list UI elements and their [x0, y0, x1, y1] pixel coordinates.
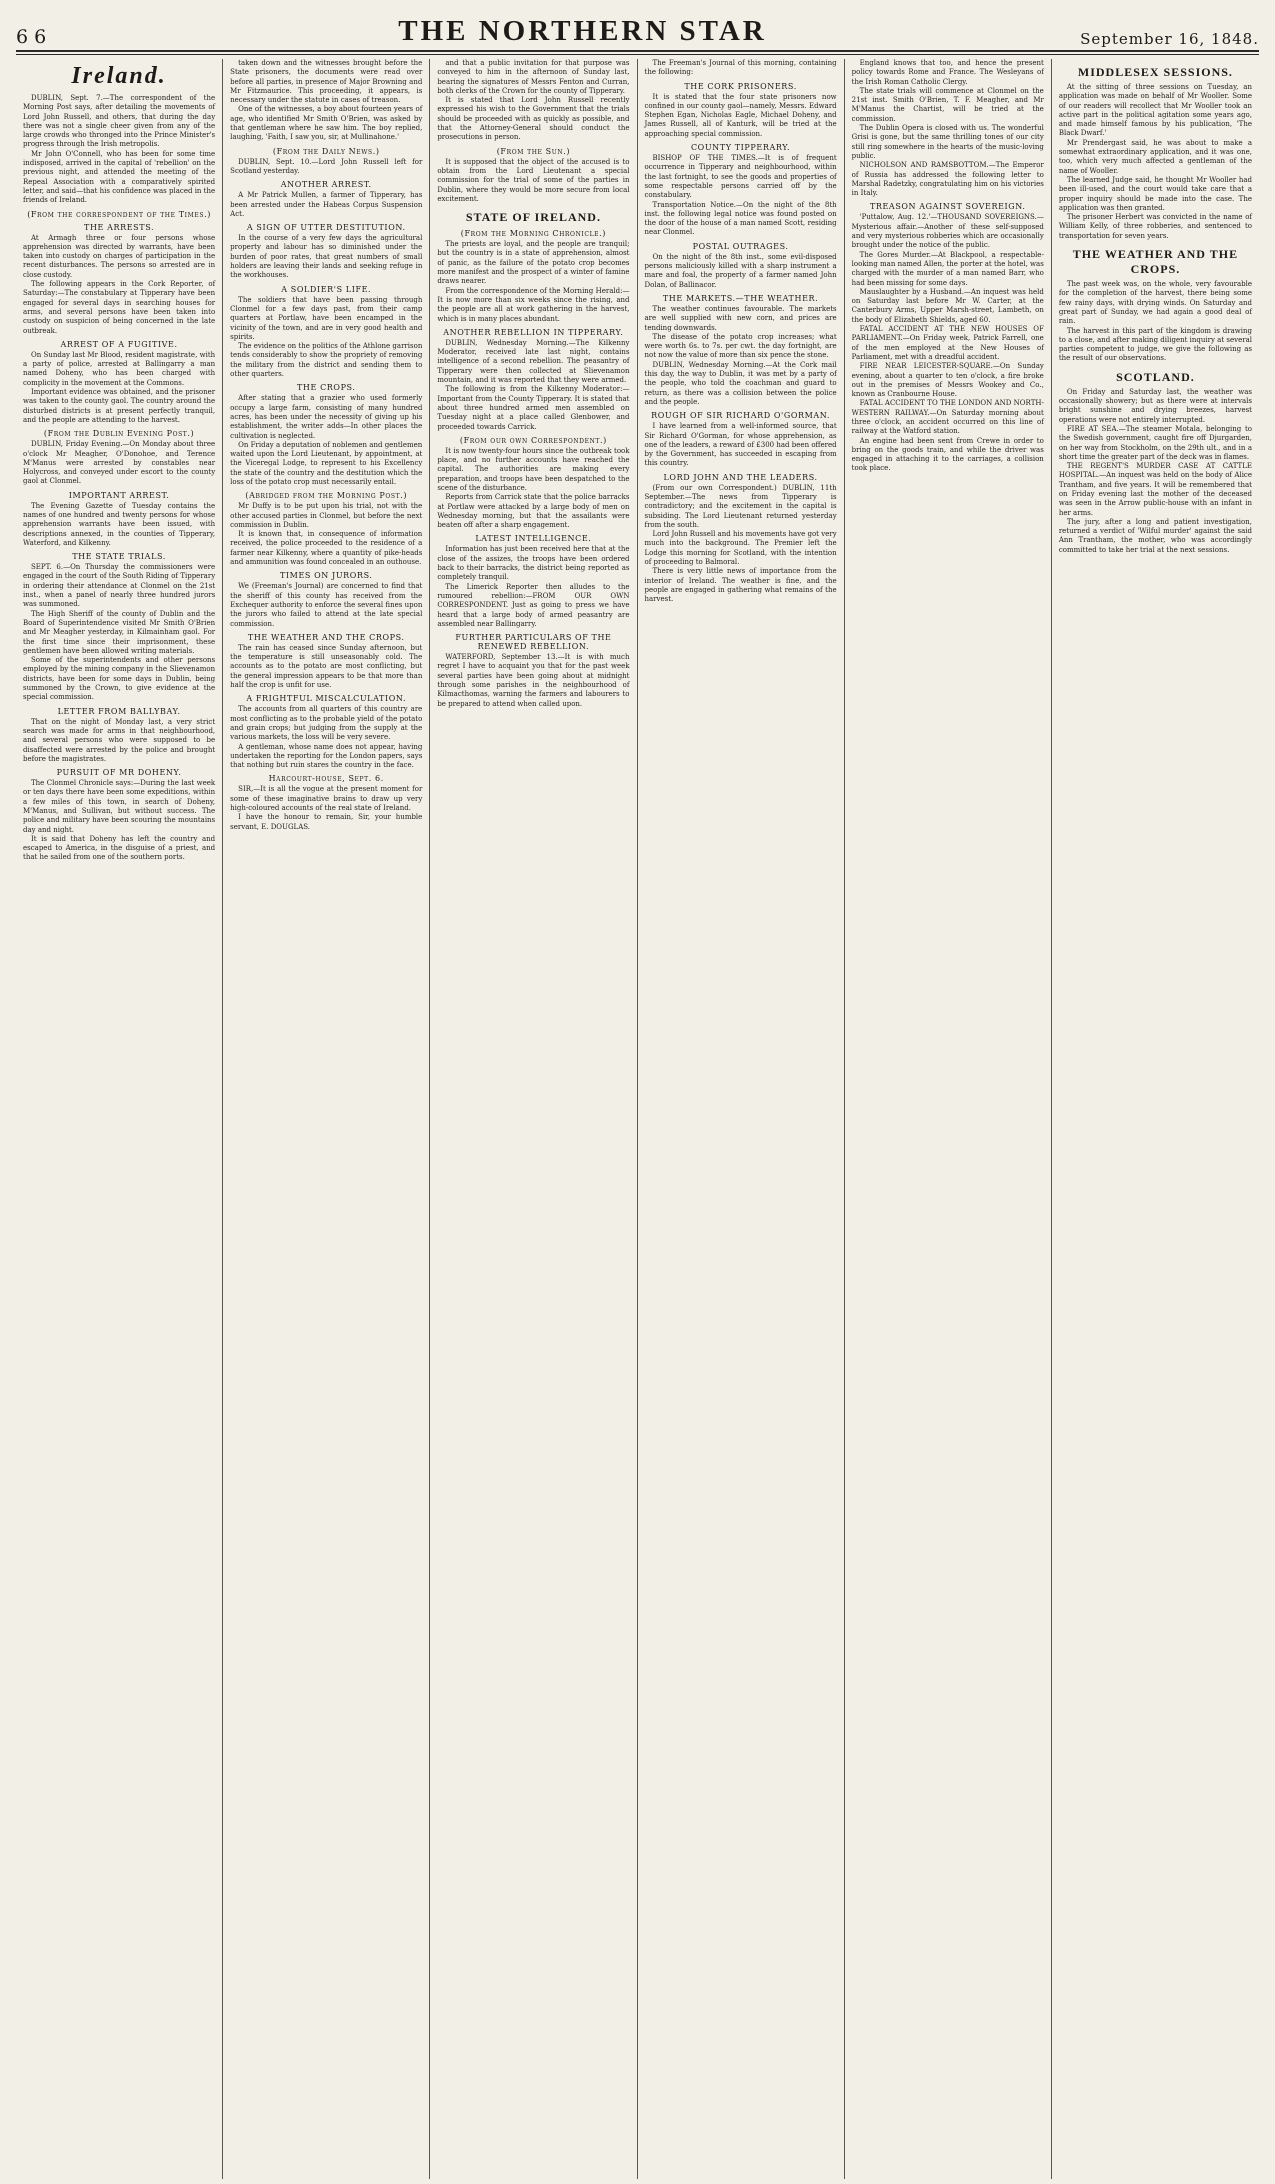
article-subhead: THE CORK PRISONERS.: [684, 81, 797, 91]
article-paragraph: On Sunday last Mr Blood, resident magistrate, with a party of police, arrested at Ballingarry a man named Doheny, who has been charged with complicity in the movement at the Commons.: [23, 350, 216, 387]
article-subhead: A FRIGHTFUL MISCALCULATION.: [246, 694, 407, 704]
article-subhead: A SIGN OF UTTER DESTITUTION.: [246, 223, 406, 233]
article-paragraph: I have learned from a well-informed source, that Sir Richard O'Gorman, for whose apprehension, as one of the leaders, a reward of £300 had been offered by the Government, has succeeded in escaping from this country.: [644, 422, 837, 468]
article-paragraph: At the sitting of three sessions on Tuesday, an application was made on behalf of Mr Wooller. Some of our readers will recollect that Mr Wooller took an active part in the political agitation some years ago, and made himself famous by his publication, 'The Black Dwarf.': [1058, 83, 1252, 138]
article-paragraph: One of the witnesses, a boy about fourteen years of age, who identified Mr Smith O'Brien, was asked by that gentleman where he saw him. The boy replied, laughing, 'Faith, I saw you, sir, at Mullinahone.': [230, 105, 423, 142]
article-subhead: THE STATE TRIALS.: [72, 552, 166, 562]
article-paragraph: The state trials will commence at Clonmel on the 21st inst. Smith O'Brien, T. F. Meagher, and Mr M'Manus the Chartist, will be tried at the commission.: [851, 86, 1044, 123]
article-paragraph: It is stated that Lord John Russell recently expressed his wish to the Government that the trials should be proceeded with as quickly as possible, and that the Attorney-General should conduct the prosecutions in person.: [437, 96, 630, 142]
article-paragraph: The Limerick Reporter then alludes to the rumoured rebellion:—FROM OUR OWN CORRESPONDENT. Just as going to press we have heard that a large body of armed peasantry are assembled near Ballingarry.: [437, 582, 630, 628]
columns: [16, 59, 1259, 2179]
article-subhead: (Abridged from the Morning Post.): [245, 491, 408, 501]
masthead: [16, 8, 1259, 52]
article-paragraph: Mauslaughter by a Husband.—An inquest was held on Saturday last before Mr W. Carter, at the Canterbury Arms, Upper Marsh-street, Lambeth, on the body of Elizabeth Shields, aged 60.: [851, 287, 1044, 324]
article-paragraph: The prisoner Herbert was convicted in the name of William Kelly, of three robberies, and sentenced to transportation for seven years.: [1058, 213, 1252, 240]
article-paragraph: DUBLIN, Sept. 7.—The correspondent of the Morning Post says, after detailing the movements of Lord John Russell, and others, that during the day there was not a single cheer given from any of the large crowds who thronged into the Prince Minister's progress through the Irish metropolis.: [23, 94, 216, 149]
article-paragraph: The harvest in this part of the kingdom is drawing to a close, and after making diligent inquiry at several parties competent to judge, we give the following as the result of our observations.: [1058, 326, 1252, 363]
article-paragraph: The accounts from all quarters of this country are most conflicting as to the probable yield of the potato and grain crops; but judging from the supply at the various markets, the loss will be very severe.: [230, 705, 423, 742]
article-paragraph: It is stated that the four state prisoners now confined in our county gaol—namely, Messrs. Edward Stephen Egan, Nicholas Eagle, Michael Doheny, and James Russell, all of Kanturk, will be tried at the approaching special commission.: [644, 92, 837, 138]
column-5: [845, 59, 1052, 2179]
newspaper-title: THE NORTHERN STAR: [398, 15, 767, 47]
article-subhead: Harcourt-house, Sept. 6.: [268, 774, 384, 784]
article-paragraph: and that a public invitation for that purpose was conveyed to him in the afternoon of Sunday last, bearing the signatures of Messrs Fenton and Curran, both clerks of the Crown for the county of Tipperary.: [437, 59, 630, 95]
article-paragraph: The weather continues favourable. The markets are well supplied with new corn, and prices are tending downwards.: [644, 304, 837, 332]
column-2: [223, 59, 430, 2179]
article-paragraph: England knows that too, and hence the present policy towards Rome and France. The Wesleyans of the Irish Roman Catholic Clergy.: [851, 59, 1044, 86]
article-paragraph: It is supposed that the object of the accused is to obtain from the Lord Lieutenant a special commission for the trial of some of the parties in Dublin, where they would be more secure from local excitement.: [437, 157, 630, 203]
column-body: [1059, 83, 1252, 555]
article-subhead: A SOLDIER'S LIFE.: [281, 284, 372, 294]
article-paragraph: The Dublin Opera is closed with us. The wonderful Grisi is gone, but the same thrilling tones of our city still ring somewhere in the hearts of the music-loving public.: [851, 124, 1044, 160]
column-body: [437, 59, 629, 709]
article-paragraph: Important evidence was obtained, and the prisoner was taken to the county gaol. The country around the disturbed districts is at present perfectly tranquil, and the people are attending to the harvest.: [23, 388, 216, 424]
section-title: MIDDLESEX SESSIONS.: [1077, 65, 1233, 79]
article-paragraph: FIRE AT SEA.—The steamer Motala, belonging to the Swedish government, caught fire off Djurgarden, on her way from Stockholm, on the 29th ult., and in a short time the greater part of the deck was in flames.: [1058, 424, 1252, 461]
article-subhead: TIMES ON JURORS.: [279, 571, 373, 581]
article-subhead: TREASON AGAINST SOVEREIGN.: [869, 202, 1026, 212]
article-paragraph: The Evening Gazette of Tuesday contains the names of one hundred and twenty persons for whose apprehension warrants have been issued, with descriptions annexed, in the counties of Tipperary, Waterford, and Kilkenny.: [23, 501, 216, 547]
article-paragraph: On Friday a deputation of noblemen and gentlemen waited upon the Lord Lieutenant, by appointment, at the Viceregal Lodge, to represent to his Excellency the state of the country and the destitution which the loss of the potato crop must necessarily entail.: [230, 440, 423, 486]
article-paragraph: THE REGENT'S MURDER CASE AT CATTLE HOSPITAL.—An inquest was held on the body of Alice Trantham, and five years. It will be remembered that on Friday evening last the mother of the deceased was seen in the Arrow public-house with an infant in her arms.: [1058, 462, 1252, 517]
column-body: [645, 59, 837, 605]
issue-date: September 16, 1848.: [1080, 30, 1259, 48]
column-body: [230, 59, 422, 832]
article-paragraph: FATAL ACCIDENT TO THE LONDON AND NORTH-WESTERN RAILWAY.—On Saturday morning about three o'clock, an accident occurred on this line of railway at the Watford station.: [851, 399, 1044, 436]
article-subhead: THE MARKETS.—THE WEATHER.: [662, 293, 819, 303]
article-paragraph: The disease of the potato crop increases; what were worth 6s. to 7s. per cwt. the day fortnight, are not now the value of more than six pence the stone.: [644, 332, 837, 360]
article-subhead: LETTER FROM BALLYBAY.: [57, 706, 181, 716]
section-heading: STATE OF IRELAND.: [465, 210, 601, 225]
masthead-rule: [16, 54, 1259, 55]
article-subhead: PURSUIT OF MR DOHENY.: [56, 768, 182, 778]
article-subhead: (From the Morning Chronicle.): [460, 229, 607, 239]
article-paragraph: The rain has ceased since Sunday afternoon, but the temperature is still unseasonably cold. The accounts as to the potato are most conflicting, but the general impression appears to be that more than half the crop is unfit for use.: [230, 643, 423, 690]
article-subhead: ANOTHER REBELLION IN TIPPERARY.: [443, 327, 624, 337]
article-paragraph: The learned Judge said, he thought Mr Wooller had been ill-used, and the court would take care that a proper inquiry should be made into the case. The application was then granted.: [1058, 175, 1252, 212]
article-paragraph: The Freeman's Journal of this morning, containing the following:: [644, 59, 837, 77]
article-paragraph: (From our own Correspondent.) DUBLIN, 11th September.—The news from Tipperary is contradictory; and the excitement in the capital is subsiding. The Lord Lieutenant returned yesterday from the south.: [644, 483, 837, 529]
article-paragraph: From the correspondence of the Morning Herald:—It is now more than six weeks since the rising, and the people are all at work gathering in the harvest, which is in many places abundant.: [437, 286, 630, 323]
article-paragraph: A gentleman, whose name does not appear, having undertaken the reporting for the London papers, says that nothing but ruin stares the country in the face.: [230, 742, 423, 770]
article-paragraph: The evidence on the politics of the Athlone garrison tends considerably to show the propriety of removing the military from the district and sending them to other quarters.: [230, 342, 423, 379]
article-subhead: LATEST INTELLIGENCE.: [475, 534, 592, 544]
article-paragraph: FIRE NEAR LEICESTER-SQUARE.—On Sunday evening, about a quarter to ten o'clock, a fire broke out in the premises of Messrs Wookey and Co., known as Cranbourne House.: [851, 362, 1044, 399]
article-subhead: (From the correspondent of the Times.): [27, 209, 211, 219]
column-body: [23, 94, 215, 863]
article-paragraph: Lord John Russell and his movements have got very much into the background. The Premier left the Lodge this morning for Scotland, with the intention of proceeding to Balmoral.: [644, 530, 837, 567]
article-subhead: ANOTHER ARREST.: [280, 180, 372, 190]
column-4: [638, 59, 845, 2179]
article-paragraph: SEPT. 6.—On Thursday the commissioners were engaged in the court of the South Riding of Tipperary in ordering their attendance at Clonmel on the 21st inst., when a panel of nearly three hundred jurors was summoned.: [23, 563, 216, 609]
article-paragraph: It is now twenty-four hours since the outbreak took place, and no further accounts have reached the capital. The authorities are making every preparation, and troops have been despatched to the scene of the disturbance.: [437, 446, 630, 492]
article-paragraph: Transportation Notice.—On the night of the 8th inst. the following legal notice was found posted on the door of the house of a man named Scott, residing near Clonmel.: [644, 200, 837, 237]
article-paragraph: After stating that a grazier who used formerly occupy a large farm, consisting of many hundred acres, has been under the necessity of giving up his establishment, the writer adds—In other places the cultivation is neglected.: [230, 394, 423, 440]
article-paragraph: FATAL ACCIDENT AT THE NEW HOUSES OF PARLIAMENT.—On Friday week, Patrick Farrell, one of the men employed at the New Houses of Parliament, met with a dreadful accident.: [851, 325, 1044, 361]
article-subhead: THE CROPS.: [296, 383, 356, 393]
article-paragraph: The Clonmel Chronicle says:—During the last week or ten days there have been some expeditions, within a few miles of this town, in search of Doheny, M'Manus, and Sullivan, but without success. The police and military have been scouring the mountains day and night.: [23, 779, 216, 834]
article-paragraph: There is very little news of importance from the interior of Ireland. The weather is fine, and the people are engaged in gathering what remains of the harvest.: [644, 567, 837, 604]
article-paragraph: Mr Prendergast said, he was about to make a somewhat extraordinary application, and it was one, too, which very much affected a gentleman of the name of Wooller.: [1058, 138, 1252, 175]
article-paragraph: The priests are loyal, and the people are tranquil; but the country is in a state of apprehension, almost of panic, as the failure of the potato crop becomes more manifest and the prospect of a winter of famine draws nearer.: [437, 240, 630, 286]
article-paragraph: Mr John O'Connell, who has been for some time indisposed, arrived in the capital of 'rebellion' on the previous night, and attended the meeting of the Repeal Association with a comparatively spirited letter, and said—that his confidence was placed in the friends of Ireland.: [23, 149, 216, 205]
article-subhead: (From the Sun.): [496, 146, 571, 156]
article-subhead: (From the Dublin Evening Post.): [43, 429, 195, 439]
article-subhead: ROUGH OF SIR RICHARD O'GORMAN.: [651, 411, 831, 421]
article-subhead: IMPORTANT ARREST.: [68, 490, 170, 500]
article-paragraph: The High Sheriff of the county of Dublin and the Board of Superintendence visited Mr Smith O'Brien and Mr Meagher yesterday, in Kilmainham gaol. For the first time since their imprisonment, these gentlemen have been allowed writing materials.: [23, 609, 216, 655]
article-subhead: FURTHER PARTICULARS OF THE RENEWED REBELLION.: [455, 633, 612, 652]
article-paragraph: The Gores Murder.—At Blackpool, a respectable-looking man named Allen, the porter at the hotel, was charged with the murder of a man named Barr, who had been missing for some days.: [851, 250, 1044, 287]
article-paragraph: DUBLIN, Friday Evening.—On Monday about three o'clock Mr Meagher, O'Donohoe, and Terence M'Manus were arrested by constables near Holycross, and conveyed under escort to the county gaol at Clonmel.: [23, 440, 216, 486]
article-subhead: THE ARRESTS.: [84, 222, 155, 232]
article-paragraph: At Armagh three or four persons whose apprehension was directed by warrants, have been taken into custody on charges of participation in the recent disturbances. The persons so arrested are in close custody.: [23, 233, 216, 279]
article-paragraph: The soldiers that have been passing through Clonmel for a few days past, from their camp quarters at Portlaw, have been encamped in the vicinity of the town, and are in very good health and spirits.: [230, 295, 423, 341]
article-paragraph: It is said that Doheny has left the country and escaped to America, in the disguise of a priest, and that he sailed from one of the southern ports.: [23, 834, 216, 862]
article-subhead: THE WEATHER AND THE CROPS.: [247, 632, 405, 642]
article-paragraph: BISHOP OF THE TIMES.—It is of frequent occurrence in Tipperary and neighbourhood, within the last fortnight, to see the goods and properties of some respectable persons carried off by the constabulary.: [644, 154, 837, 200]
article-paragraph: The following appears in the Cork Reporter, of Saturday:—The constabulary at Tipperary have been engaged for several days in searching houses for arms, and several persons have been taken into custody on suspicion of being concerned in the late outbreak.: [23, 280, 216, 335]
article-subhead: COUNTY TIPPERARY.: [690, 143, 791, 153]
article-paragraph: The past week was, on the whole, very favourable for the completion of the harvest, there being some few rainy days, with drying winds. On Saturday and great part of Sunday, we had again a good deal of rain.: [1058, 280, 1252, 326]
article-paragraph: SIR,—It is all the vogue at the present moment for some of these imaginative brains to draw up very high-coloured accounts of the real state of Ireland.: [230, 785, 423, 812]
article-paragraph: A Mr Patrick Mullen, a farmer of Tipperary, has been arrested under the Habeas Corpus Suspension Act.: [230, 191, 423, 218]
article-subhead: ARREST OF A FUGITIVE.: [60, 339, 178, 349]
article-paragraph: The following is from the Kilkenny Moderator:—Important from the County Tipperary. It is stated that about three hundred armed men assembled on Tuesday night at a place called Glenbower, and proceeded towards Carrick.: [437, 385, 630, 431]
column-body: [852, 59, 1044, 474]
column-3: [430, 59, 637, 2179]
article-paragraph: DUBLIN, Wednesday Morning.—At the Cork mail this day, the way to Dublin, it was met by a party of the people, who told the coachman and guard to return, as there was a collision between the police and the people.: [644, 360, 837, 406]
article-paragraph: Some of the superintendents and other persons employed by the mining company in the Slievenamon districts, have been for some days in Dublin, being summoned by the Crown, to give evidence at the special commission.: [23, 656, 216, 702]
article-paragraph: It is known that, in consequence of information received, the police proceeded to the residence of a farmer near Kilkenny, where a quantity of pike-heads and ammunition was found concealed in an outhouse.: [230, 530, 423, 567]
article-paragraph: NICHOLSON AND RAMSBOTTOM.—The Emperor of Russia has addressed the following letter to Marshal Radetzky, congratulating him on his victories in Italy.: [851, 161, 1044, 198]
article-paragraph: We (Freeman's Journal) are concerned to find that the sheriff of this county has received from the Exchequer authority to enforce the several fines upon the jurors who failed to attend at the late special commission.: [230, 582, 423, 628]
article-subhead: (From our own Correspondent.): [459, 435, 607, 445]
article-paragraph: WATERFORD, September 13.—It is with much regret I have to acquaint you that for the past week several parties have been going about at midnight through some parishes in the neighbourhood of Kilmacthomas, warning the farmers and labourers to be prepared to attend when called upon.: [437, 653, 630, 708]
column-6: [1052, 59, 1259, 2179]
article-paragraph: DUBLIN, Wednesday Morning.—The Kilkenny Moderator, received late last night, contains intelligence of a second rebellion. The peasantry of Tipperary were then collected at Slievenamon mountain, and it was reported that they were armed.: [437, 338, 630, 385]
section-title: Ireland.: [71, 63, 167, 89]
article-paragraph: On Friday and Saturday last, the weather was occasionally showery; but as there were at intervals bright sunshine and drying breezes, harvest operations were not entirely interrupted.: [1058, 387, 1252, 424]
section-heading: THE WEATHER AND THE CROPS.: [1072, 247, 1239, 277]
article-subhead: POSTAL OUTRAGES.: [692, 241, 789, 251]
article-paragraph: That on the night of Monday last, a very strict search was made for arms in that neighbourhood, and several persons who were supposed to be disaffected were arrested by the police and brought before the magistrates.: [23, 717, 216, 763]
article-paragraph: Information has just been received here that at the close of the assizes, the troops have been ordered back to their barracks, the district being reported as completely tranquil.: [437, 545, 630, 582]
article-paragraph: Reports from Carrick state that the police barracks at Portlaw were attacked by a large body of men on Wednesday morning, but that the assailants were beaten off after a sharp engagement.: [437, 493, 630, 530]
article-paragraph: In the course of a very few days the agricultural property and labour has so diminished under the burden of poor rates, that great numbers of small holders are leaving their lands and seeking refuge in the workhouses.: [230, 234, 423, 280]
article-subhead: (From the Daily News.): [272, 146, 380, 156]
section-heading: SCOTLAND.: [1116, 369, 1195, 384]
article-subhead: LORD JOHN AND THE LEADERS.: [663, 472, 818, 482]
page-number: 6 6: [16, 26, 47, 48]
article-paragraph: Mr Duffy is to be put upon his trial, not with the other accused parties in Clonmel, but before the next commission in Dublin.: [230, 502, 423, 529]
column-1: [16, 59, 223, 2179]
article-paragraph: DUBLIN, Sept. 10.—Lord John Russell left for Scotland yesterday.: [230, 157, 423, 175]
article-paragraph: 'Puttalow, Aug. 12.'—THOUSAND SOVEREIGNS.—Mysterious affair.—Another of these self-supposed and very mysterious robberies which are occasionally brought under the notice of the public.: [851, 213, 1044, 250]
article-paragraph: On the night of the 8th inst., some evil-disposed persons maliciously killed with a sharp instrument a mare and foal, the property of a farmer named John Dolan, of Ballinacor.: [644, 252, 837, 289]
article-paragraph: An engine had been sent from Crewe in order to bring on the goods train, and while the driver was engaged in attaching it to the carriages, a collision took place.: [851, 436, 1044, 473]
article-paragraph: I have the honour to remain, Sir, your humble servant, E. DOUGLAS.: [230, 813, 423, 831]
article-paragraph: The jury, after a long and patient investigation, returned a verdict of 'Wilful murder' against the said Ann Trantham, the mother, who was accordingly committed to take her trial at the next sessions.: [1058, 517, 1252, 554]
article-paragraph: taken down and the witnesses brought before the State prisoners, the documents were read over before all parties, in presence of Major Browning and Mr Fitzmaurice. This proceeding, it appears, is necessary under the statute in cases of treason.: [230, 59, 423, 105]
